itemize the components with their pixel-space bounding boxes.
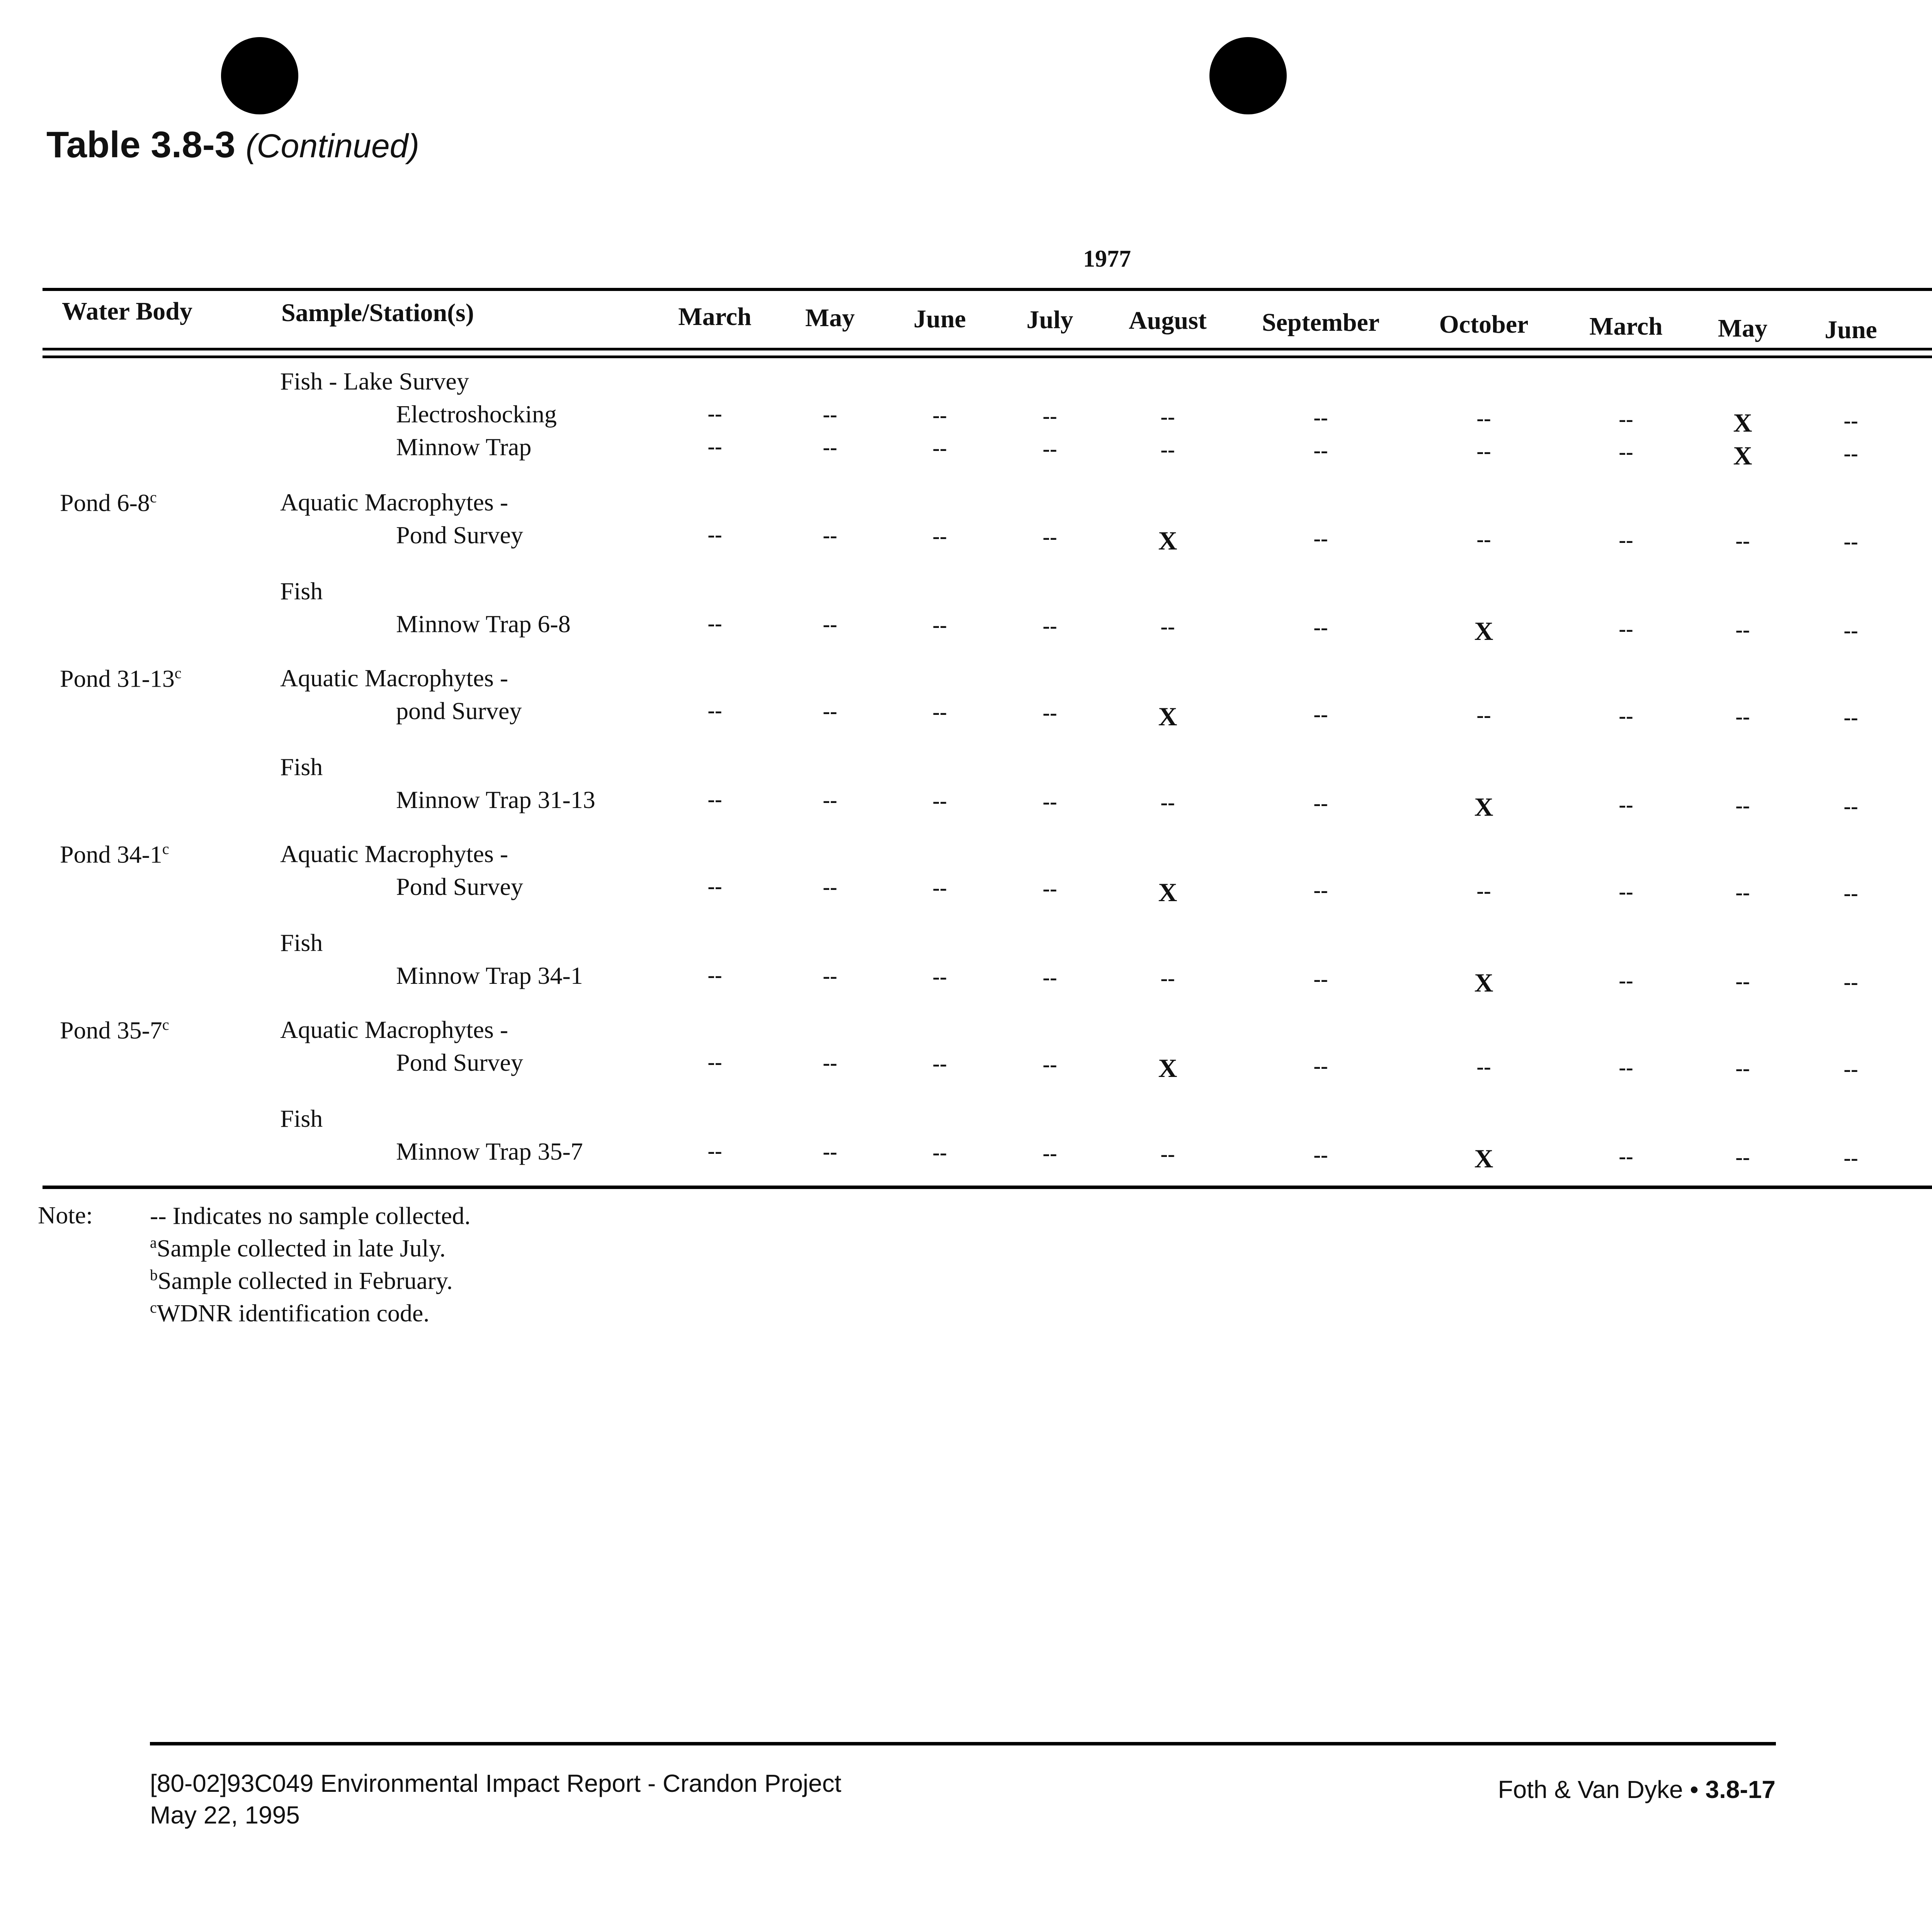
station-label: Pond Survey <box>396 1049 523 1076</box>
no-sample-mark: -- <box>1313 878 1328 902</box>
no-sample-mark: -- <box>1476 527 1491 551</box>
no-sample-mark: -- <box>1160 1142 1175 1166</box>
no-sample-mark: -- <box>1313 703 1328 726</box>
no-sample-mark: -- <box>1619 528 1633 552</box>
binder-hole-center <box>1209 37 1287 114</box>
station-label: pond Survey <box>396 697 522 725</box>
no-sample-mark: -- <box>1043 437 1057 461</box>
sample-collected-mark: X <box>1158 526 1177 555</box>
no-sample-mark: -- <box>1735 881 1750 905</box>
station-label: Minnow Trap 35-7 <box>396 1138 583 1165</box>
binder-hole-left <box>221 37 298 114</box>
no-sample-mark: -- <box>1160 966 1175 990</box>
column-header-month-1977-september: September <box>1262 308 1380 337</box>
sample-collected-mark: X <box>1733 408 1752 437</box>
column-header-month-1978-may: May <box>1718 314 1768 342</box>
no-sample-mark: -- <box>707 788 722 811</box>
footer-bullet: • <box>1690 1776 1699 1803</box>
sample-collected-mark: X <box>1158 878 1177 907</box>
sample-collected-mark: X <box>1158 1053 1177 1083</box>
no-sample-mark: -- <box>1844 970 1858 994</box>
no-sample-mark: -- <box>932 1052 947 1076</box>
no-sample-mark: -- <box>1844 1057 1858 1081</box>
column-header-month-1978-june: June <box>1825 316 1877 344</box>
no-sample-mark: -- <box>1619 704 1633 728</box>
no-sample-mark: -- <box>707 612 722 636</box>
no-sample-mark: -- <box>932 700 947 724</box>
no-sample-mark: -- <box>707 523 722 547</box>
no-sample-mark: -- <box>823 435 837 459</box>
note-text: WDNR identification code. <box>156 1299 430 1327</box>
footer-doc-id: [80-02]93C049 Environmental Impact Report - Crandon Project <box>150 1769 842 1797</box>
footer-rule <box>150 1742 1776 1745</box>
no-sample-mark: -- <box>1844 881 1858 905</box>
column-header-month-1977-october: October <box>1439 310 1529 339</box>
station-label: Minnow Trap 34-1 <box>396 962 583 989</box>
no-sample-mark: -- <box>1160 405 1175 429</box>
no-sample-mark: -- <box>823 403 837 427</box>
no-sample-mark: -- <box>1313 967 1328 991</box>
column-header-month-1977-july: July <box>1026 306 1073 334</box>
no-sample-mark: -- <box>1043 614 1057 638</box>
no-sample-mark: -- <box>932 789 947 813</box>
note-item <box>150 1201 471 1230</box>
sample-type-label: Fish <box>280 577 323 605</box>
note-item <box>150 1298 429 1327</box>
sample-collected-mark: X <box>1474 792 1493 822</box>
no-sample-mark: -- <box>823 788 837 812</box>
station-label: Pond Survey <box>396 873 523 900</box>
sample-type-label: Fish - Lake Survey <box>280 367 469 395</box>
no-sample-mark: -- <box>932 876 947 900</box>
no-sample-mark: -- <box>932 965 947 989</box>
no-sample-mark: -- <box>707 1139 722 1163</box>
no-sample-mark: -- <box>1160 615 1175 639</box>
note-text: Sample collected in late July. <box>156 1234 446 1262</box>
no-sample-mark: -- <box>823 875 837 899</box>
water-body-footnote-mark: c <box>150 488 157 506</box>
no-sample-mark: -- <box>932 436 947 460</box>
no-sample-mark: -- <box>1043 525 1057 549</box>
no-sample-mark: -- <box>1844 794 1858 818</box>
no-sample-mark: -- <box>823 964 837 988</box>
no-sample-mark: -- <box>707 435 722 459</box>
sample-type-label: Fish <box>280 1105 323 1132</box>
table-title-label: Table 3.8-3 <box>46 124 236 165</box>
no-sample-mark: -- <box>707 963 722 987</box>
water-body-label <box>60 664 182 693</box>
no-sample-mark: -- <box>1619 617 1633 641</box>
no-sample-mark: -- <box>1735 970 1750 993</box>
no-sample-mark: -- <box>1043 1141 1057 1165</box>
water-body-label <box>60 488 157 517</box>
no-sample-mark: -- <box>1619 1145 1633 1169</box>
no-sample-mark: -- <box>1619 407 1633 431</box>
header-bottom-rule-1 <box>43 348 1932 350</box>
water-body-label <box>60 1016 169 1044</box>
no-sample-mark: -- <box>1476 703 1491 727</box>
station-label: Pond Survey <box>396 521 523 549</box>
sample-collected-mark: X <box>1474 616 1493 646</box>
water-body-name: Pond 35-7 <box>60 1016 162 1044</box>
water-body-name: Pond 6-8 <box>60 489 150 517</box>
no-sample-mark: -- <box>1735 529 1750 553</box>
no-sample-mark: -- <box>707 1050 722 1074</box>
note-label: Note: <box>38 1201 93 1229</box>
no-sample-mark: -- <box>1619 880 1633 904</box>
no-sample-mark: -- <box>1043 1053 1057 1077</box>
no-sample-mark: -- <box>823 699 837 723</box>
no-sample-mark: -- <box>1844 409 1858 433</box>
table-top-rule <box>43 288 1932 291</box>
year-heading-1977: 1977 <box>1083 246 1131 272</box>
no-sample-mark: -- <box>1476 439 1491 463</box>
no-sample-mark: -- <box>1313 1054 1328 1078</box>
no-sample-mark: -- <box>1476 879 1491 903</box>
no-sample-mark: -- <box>1313 439 1328 463</box>
sample-type-label: Fish <box>280 929 323 956</box>
sample-type-label: Aquatic Macrophytes - <box>280 1016 509 1043</box>
no-sample-mark: -- <box>823 524 837 548</box>
water-body-name: Pond 34-1 <box>60 840 162 868</box>
no-sample-mark: -- <box>1844 442 1858 466</box>
no-sample-mark: -- <box>707 402 722 426</box>
column-header-month-1977-march: March <box>678 303 752 331</box>
no-sample-mark: -- <box>1844 706 1858 730</box>
station-label: Minnow Trap 31-13 <box>396 786 595 813</box>
column-header-month-1977-may: May <box>805 304 855 332</box>
no-sample-mark: -- <box>1313 1143 1328 1167</box>
no-sample-mark: -- <box>1043 790 1057 814</box>
no-sample-mark: -- <box>1735 705 1750 729</box>
sample-collected-mark: X <box>1474 1144 1493 1173</box>
column-header-sample-station: Sample/Station(s) <box>281 299 474 327</box>
sample-collected-mark: X <box>1158 702 1177 731</box>
note-text: Sample collected in February. <box>158 1267 453 1295</box>
no-sample-mark: -- <box>932 613 947 637</box>
note-footnote-mark: c <box>150 1299 157 1316</box>
sample-type-label: Fish <box>280 753 323 781</box>
sample-type-label: Aquatic Macrophytes - <box>280 840 509 868</box>
no-sample-mark: -- <box>1160 791 1175 815</box>
no-sample-mark: -- <box>1043 966 1057 990</box>
water-body-footnote-mark: c <box>162 840 169 857</box>
column-header-water-body: Water Body <box>62 297 192 325</box>
no-sample-mark: -- <box>1313 791 1328 815</box>
no-sample-mark: -- <box>1735 1145 1750 1169</box>
sample-collected-mark: X <box>1733 441 1752 470</box>
no-sample-mark: -- <box>1043 404 1057 428</box>
header-bottom-rule-2 <box>43 356 1932 358</box>
no-sample-mark: -- <box>1735 1056 1750 1080</box>
no-sample-mark: -- <box>1619 969 1633 993</box>
water-body-footnote-mark: c <box>174 664 182 682</box>
no-sample-mark: -- <box>932 403 947 427</box>
no-sample-mark: -- <box>1619 793 1633 817</box>
sample-collected-mark: X <box>1474 968 1493 997</box>
station-label: Electroshocking <box>396 400 557 428</box>
note-item <box>150 1266 453 1295</box>
station-label: Minnow Trap 6-8 <box>396 610 571 638</box>
no-sample-mark: -- <box>823 1051 837 1075</box>
footer-publisher-block <box>1498 1775 1776 1804</box>
water-body-footnote-mark: c <box>162 1016 169 1033</box>
no-sample-mark: -- <box>823 612 837 636</box>
note-footnote-mark: a <box>150 1234 157 1251</box>
no-sample-mark: -- <box>1313 406 1328 430</box>
table-bottom-rule <box>43 1186 1932 1189</box>
no-sample-mark: -- <box>1844 1146 1858 1170</box>
no-sample-mark: -- <box>932 524 947 548</box>
note-text: -- Indicates no sample collected. <box>150 1202 471 1230</box>
water-body-label <box>60 840 169 869</box>
table-title <box>46 124 419 166</box>
no-sample-mark: -- <box>1476 1055 1491 1079</box>
column-header-month-1977-august: August <box>1129 306 1207 335</box>
note-item <box>150 1233 446 1262</box>
no-sample-mark: -- <box>1619 1056 1633 1080</box>
no-sample-mark: -- <box>1844 530 1858 554</box>
column-header-month-1977-june: June <box>913 305 966 333</box>
no-sample-mark: -- <box>707 699 722 723</box>
no-sample-mark: -- <box>1160 438 1175 462</box>
column-header-month-1978-march: March <box>1589 312 1663 340</box>
table-title-suffix: (Continued) <box>245 128 420 165</box>
no-sample-mark: -- <box>1735 794 1750 818</box>
sample-type-label: Aquatic Macrophytes - <box>280 488 509 516</box>
no-sample-mark: -- <box>1844 619 1858 643</box>
no-sample-mark: -- <box>1043 877 1057 901</box>
no-sample-mark: -- <box>823 1140 837 1164</box>
water-body-name: Pond 31-13 <box>60 665 175 692</box>
no-sample-mark: -- <box>1735 618 1750 642</box>
footer-date: May 22, 1995 <box>150 1801 300 1829</box>
sample-type-label: Aquatic Macrophytes - <box>280 664 509 692</box>
no-sample-mark: -- <box>1313 527 1328 551</box>
no-sample-mark: -- <box>932 1141 947 1165</box>
no-sample-mark: -- <box>1476 407 1491 430</box>
note-footnote-mark: b <box>150 1266 158 1284</box>
no-sample-mark: -- <box>1619 440 1633 464</box>
footer-publisher: Foth & Van Dyke <box>1498 1776 1683 1803</box>
no-sample-mark: -- <box>707 874 722 898</box>
no-sample-mark: -- <box>1043 701 1057 725</box>
station-label: Minnow Trap <box>396 433 532 461</box>
footer-page-number: 3.8-17 <box>1705 1776 1776 1803</box>
no-sample-mark: -- <box>1313 616 1328 640</box>
